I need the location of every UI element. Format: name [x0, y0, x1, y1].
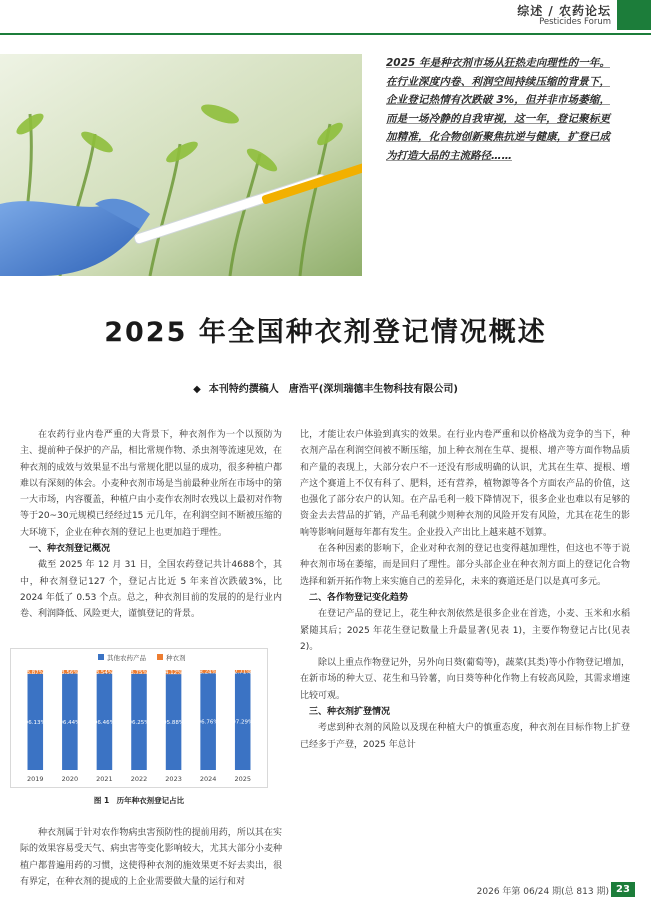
- diamond-icon: ◆: [193, 384, 201, 395]
- paragraph: 种衣剂属于针对农作物病虫害预防性的提前用药，所以其在实际的效果容易受天气、病虫害等变化影响较大，尤其大部分小麦种植户都普遍用药的习惯，这使得种衣剂的施效果更不好去卖出，很有界定，在种衣剂的提成的上企业需要做大量的运行和对: [20, 828, 282, 887]
- article-intro: 2025 年是种衣剂市场从狂热走向理性的一年。在行业深度内卷、利润空间持续压缩的背景下，企业登记热情有次跌破 3%，但并非市场萎缩，而是一场冷静的自我审视，这一年，登记聚标更加精准，化合物创新聚焦抗逆与健康，扩登已成为打造大品的主流路径……: [386, 57, 610, 162]
- x-tick-label-2025: 2025: [234, 775, 251, 783]
- page-number: 23: [611, 882, 635, 897]
- data-label-2020-1: 3.56%: [61, 669, 79, 676]
- article-title: 2025 年全国种衣剂登记情况概述: [104, 317, 547, 348]
- lab-seedling-photo: [0, 54, 362, 276]
- x-tick-label-2023: 2023: [165, 775, 182, 783]
- x-tick-label-2024: 2024: [199, 775, 217, 783]
- data-label-2023-0: 95.88%: [163, 720, 185, 727]
- left-column: [20, 427, 282, 623]
- data-label-2019-1: 3.87%: [26, 669, 45, 676]
- header-accent-bar: [617, 0, 651, 30]
- data-label-2021-1: 3.54%: [95, 669, 114, 676]
- paragraph: 在登记产品的登记上，花生种衣剂依然是很多企业在首选，小麦、玉米和水稻紧随其后；2025 年花生登记数量上升最显著(见表 1)，主要作物登记占比(见表 2)。: [300, 609, 630, 652]
- paragraph: 截至 2025 年 12 月 31 日，全国农药登记共计4688个，其中，种衣剂登记127 个，登记占比近 5 年来首次跌破3%，比 2024 年低了 0.53 个点。总之，种衣剂目前的发展的的是行业内卷、利润降低、风险更大，谨慎登记的背景。: [20, 560, 282, 620]
- data-label-2024-1: 3.24%: [199, 669, 217, 676]
- section-subtitle: Pesticides Forum: [539, 17, 611, 27]
- data-label-2024-0: 96.76%: [197, 719, 219, 726]
- x-tick-label-2020: 2020: [61, 775, 79, 783]
- data-label-2025-1: 2.71%: [233, 669, 252, 676]
- section-heading-1: 一、种衣剂登记概况: [29, 544, 111, 555]
- section-heading-2: 二、各作物登记变化趋势: [309, 592, 409, 603]
- paragraph: 比，才能让农户体验到真实的效果。在行业内卷严重和以价格战为竞争的当下，种衣剂产品在利润空间被不断压缩，加上种衣剂在生草、提根、增产等方面作物品质和产量的表现上，大部分农户不一还没有形成明确的认识，尤其在生草、提根、增产这个赛道上不仅有科了、肥料，还有营养，植物源等各个方面农产品的价值，这也强化了部分农户的认知。在产品毛利一般下降情况下，很多企业也难以有足够的资金去去营品的扩销，产品毛利就少则种衣剂的风险开发有风险，尤其在花生的影响等影响问题每年都有发生。企业投入产出比上越来越不划算。: [300, 430, 630, 538]
- paragraph: 在农药行业内卷严重的大背景下，种衣剂作为一个以预防为主、提前种子保护的产品，相比常规作物、杀虫剂等流速见效，在种衣剂的成效与效果显不出与常规化肥以显的成功，很多种植户都难以有深刻的体会。小麦种衣剂市场是当前最种业所在市场中的第一大市场，内容覆盖，种植户由小麦作农剂时农残以上最初对作物等于20~30元规模已经经过15 元几年，在利润空间不断被压缩的大环境下，企业在种衣剂的登记上也更加趋于理性。: [20, 430, 282, 538]
- header-rule: [0, 33, 651, 35]
- data-label-2023-1: 4.12%: [164, 670, 183, 677]
- data-label-2020-0: 96.44%: [59, 719, 81, 726]
- x-tick-label-2019: 2019: [27, 775, 44, 783]
- paragraph: 除以上重点作物登记外，另外向日葵(葡萄等)，蔬菜(其类)等小作物登记增加，在新市场的种大豆、花生和马铃薯，向日葵等种化作物上有较高风险，其需求增速比较可观。: [300, 658, 630, 701]
- right-column: [300, 427, 630, 753]
- section-title: 综述 / 农药论坛: [517, 4, 611, 18]
- legend-label-1: 种衣剂: [166, 654, 186, 662]
- left-column-bottom: [20, 825, 282, 890]
- byline-text: 本刊特约撰稿人 唐浩平(深圳瑞德丰生物科技有限公司): [208, 384, 458, 395]
- legend-swatch-0: [98, 654, 104, 660]
- registration-share-chart: [10, 648, 268, 788]
- data-label-2022-1: 3.75%: [130, 669, 148, 676]
- section-heading-3: 三、种衣剂扩登情况: [309, 707, 391, 718]
- data-label-2022-0: 96.25%: [128, 719, 150, 726]
- legend-label-0: 其他农药产品: [107, 654, 146, 662]
- legend-swatch-1: [157, 654, 163, 660]
- data-label-2019-0: 96.13%: [24, 719, 46, 726]
- issue-info: 2026 年第 06/24 期(总 813 期): [476, 887, 609, 897]
- x-tick-label-2021: 2021: [96, 775, 113, 783]
- data-label-2025-0: 97.29%: [232, 719, 254, 726]
- x-tick-label-2022: 2022: [130, 775, 148, 783]
- paragraph: 在各种因素的影响下，企业对种衣剂的登记也变得越加理性，但这也不等于说种衣剂市场在萎缩，而是回归了理性。部分头部企业在种衣剂方面上的登记化合物选择和新开拓作物上来实施自己的差异化，未来的赛道还是门以是真可多元。: [300, 544, 630, 587]
- chart-caption: 图 1 历年种衣剂登记占比: [93, 796, 185, 805]
- data-label-2021-0: 96.46%: [93, 719, 115, 726]
- paragraph: 考虑到种衣剂的风险以及现在种植大户的慎重态度，种衣剂在目标作物上扩登已经多于产登，2025 年总计: [300, 723, 630, 750]
- byline: [0, 380, 651, 395]
